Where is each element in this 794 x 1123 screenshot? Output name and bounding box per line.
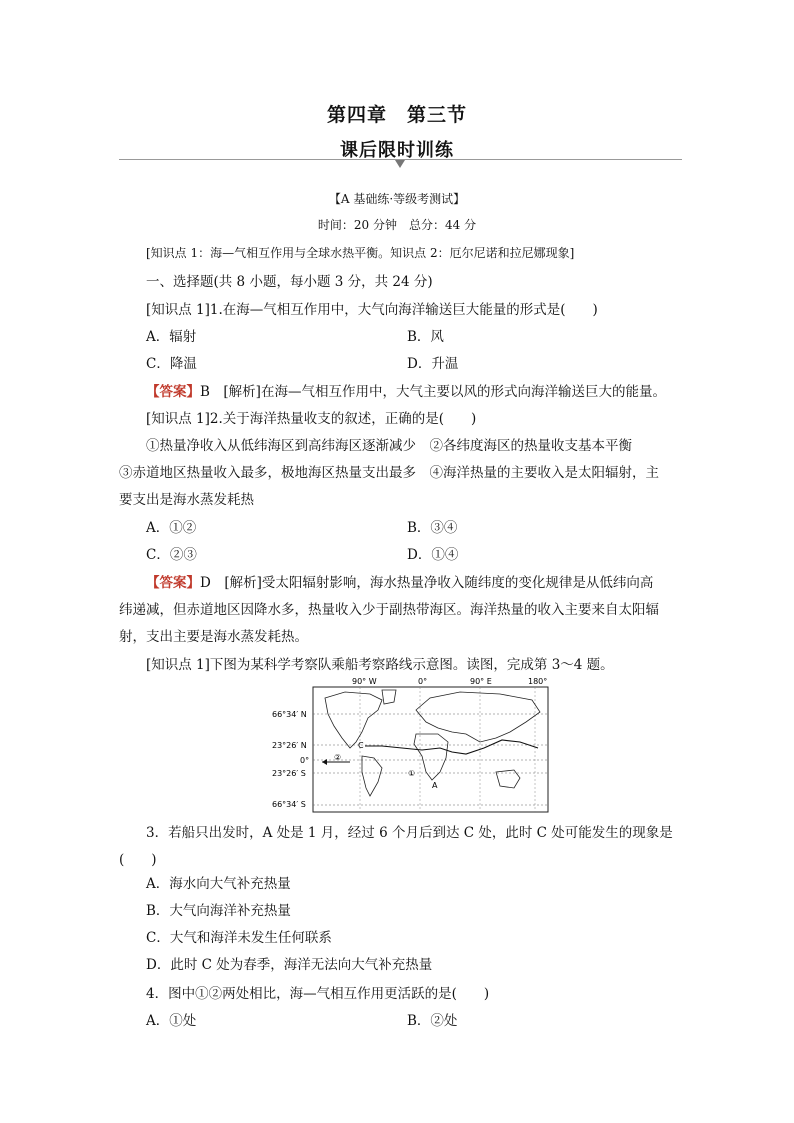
q3-option-d: D．此时 C 处为春季，海洋无法向大气补充热量 [146,957,433,973]
point-2: ② [334,753,342,762]
q4-option-a: A．①处 [146,1013,197,1029]
q2-line-3: 要支出是海水蒸发耗热 [119,492,254,508]
q2-line-2: ③赤道地区热量收入最多，极地海区热量支出最多 ④海洋热量的主要收入是太阳辐射，主 [119,465,659,481]
lat-label-66n: 66°34′ N [272,710,307,719]
lon-label-90w: 90° W [352,677,377,686]
section-label: 【A 基础练·等级考测试】 [328,192,466,206]
q2-option-b: B．③④ [407,520,458,536]
q1-option-c: C．降温 [146,356,197,372]
answer-label: 【答案】 [146,575,200,591]
point-a: A [432,781,438,790]
q2-answer-line-3: 射，支出主要是海水蒸发耗热。 [119,629,308,645]
section-heading: 一、选择题(共 8 小题，每小题 3 分，共 24 分) [146,274,433,290]
route-map [270,676,560,814]
question-2-stem: [知识点 1]2.关于海洋热量收支的叙述，正确的是( ) [146,411,477,427]
question-3-stem-line-1: 3．若船只出发时，A 处是 1 月，经过 6 个月后到达 C 处，此时 C 处可能发生的现象是 [146,825,673,841]
q1-option-d: D．升温 [407,356,459,372]
header-rule-marker [395,160,405,168]
lat-label-0: 0° [300,756,310,765]
q4-option-b: B．②处 [407,1013,458,1029]
q3-option-b: B．大气向海洋补充热量 [146,903,291,919]
q3-option-a: A．海水向大气补充热量 [146,876,291,892]
q2-line-1: ①热量净收入从低纬海区到高纬海区逐渐减少 ②各纬度海区的热量收支基本平衡 [146,438,632,454]
lat-label-23s: 23°26′ S [272,769,306,778]
q3-option-c: C．大气和海洋未发生任何联系 [146,930,332,946]
question-3-stem-line-2: ( ) [119,852,157,868]
q2-option-d: D．①④ [407,547,459,563]
question-1-stem: [知识点 1]1.在海—气相互作用中，大气向海洋输送巨大能量的形式是( ) [146,302,598,318]
knowledge-points: [知识点 1：海—气相互作用与全球水热平衡。知识点 2：厄尔尼诺和拉尼娜现象] [146,246,575,260]
q1-option-a: A．辐射 [146,329,197,345]
point-1: ① [408,769,416,778]
lat-label-66s: 66°34′ S [272,800,306,809]
answer-label: 【答案】 [146,384,200,400]
q2-answer-line-2: 纬递减，但赤道地区因降水多，热量收入少于副热带海区。海洋热量的收入主要来自太阳辐 [119,602,659,618]
q2-answer-line-1 [146,571,653,591]
point-c: C [358,741,364,750]
questions-3-4-intro: [知识点 1]下图为某科学考察队乘船考察路线示意图。读图，完成第 3～4 题。 [146,657,614,673]
question-4-stem: 4．图中①②两处相比，海—气相互作用更活跃的是( ) [146,986,490,1002]
lon-label-180: 180° [528,677,548,686]
q1-answer-text: B [解析]在海—气相互作用中，大气主要以风的形式向海洋输送巨大的能量。 [200,384,666,400]
lat-label-23n: 23°26′ N [272,741,307,750]
time-score: 时间：20 分钟 总分：44 分 [317,218,477,232]
q2-option-c: C．②③ [146,547,197,563]
lon-label-0: 0° [418,677,428,686]
chapter-title: 第四章 第三节 [326,104,467,126]
q1-option-b: B．风 [407,329,444,345]
page-subtitle: 课后限时训练 [340,140,454,161]
q1-answer [146,380,666,400]
q2-option-a: A．①② [146,520,197,536]
q2-answer-text: D [解析]受太阳辐射影响，海水热量净收入随纬度的变化规律是从低纬向高 [200,575,654,591]
lon-label-90e: 90° E [470,677,492,686]
